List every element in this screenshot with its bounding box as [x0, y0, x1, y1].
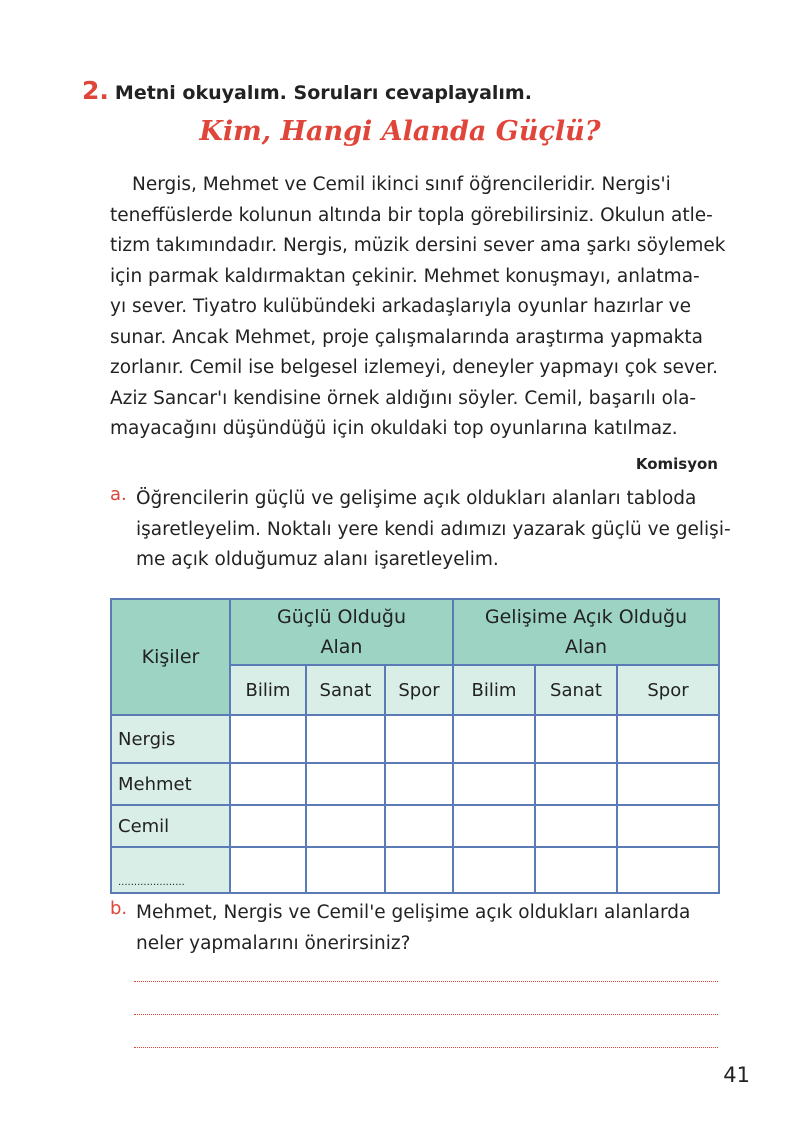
- header-development-line2: Alan: [565, 636, 607, 658]
- checkbox-cell[interactable]: [385, 763, 453, 805]
- row-label-cemil: Cemil: [111, 805, 230, 847]
- passage-line: sunar. Ancak Mehmet, proje çalışmalarında araştırma yapmakta: [110, 326, 703, 348]
- question-instruction: Metni okuyalım. Soruları cevaplayalım.: [114, 82, 532, 104]
- row-label-nergis: Nergis: [111, 715, 230, 763]
- question-number: 2.: [82, 76, 109, 105]
- checkbox-cell[interactable]: [535, 805, 617, 847]
- item-a-line: me açık olduğumuz alanı işaretleyelim.: [136, 549, 499, 570]
- passage-line: mayacağını düşündüğü için okuldaki top oyunlarına katılmaz.: [110, 418, 678, 439]
- row-label-own-name[interactable]: .....................: [111, 847, 230, 893]
- item-b-line: neler yapmalarını önerirsiniz?: [136, 932, 411, 954]
- subheader-art: Sanat: [535, 665, 617, 715]
- subheader-sport: Spor: [385, 665, 453, 715]
- subheader-art: Sanat: [306, 665, 385, 715]
- item-b-letter: b.: [110, 898, 128, 919]
- checkbox-cell[interactable]: [453, 805, 535, 847]
- passage-line: yı sever. Tiyatro kulübündeki arkadaşlarıyla oyunlar hazırlar ve: [110, 296, 691, 317]
- table-row: [111, 847, 719, 893]
- header-people: Kişiler: [111, 599, 230, 715]
- passage-line: Nergis, Mehmet ve Cemil ikinci sınıf öğrencileridir. Nergis'i: [132, 174, 671, 195]
- table-row: [111, 715, 719, 763]
- passage-line: zorlanır. Cemil ise belgesel izlemeyi, deneyler yapmayı çok sever.: [110, 357, 718, 378]
- question-header: [82, 76, 532, 105]
- subheader-science: Bilim: [453, 665, 535, 715]
- checkbox-cell[interactable]: [385, 847, 453, 893]
- passage-line: teneffüslerde kolunun altında bir topla görebilirsiniz. Okulun atle-: [110, 204, 713, 226]
- answer-line[interactable]: [134, 1047, 718, 1048]
- checkbox-cell[interactable]: [617, 847, 719, 893]
- item-a-line: işaretleyelim. Noktalı yere kendi adımızı yazarak güçlü ve gelişi-: [136, 518, 731, 540]
- header-strong-line1: Güçlü Olduğu: [276, 606, 406, 628]
- header-development-area: [453, 599, 719, 665]
- item-a-line: Öğrencilerin güçlü ve gelişime açık oldukları alanları tabloda: [136, 488, 697, 509]
- answer-line[interactable]: [134, 1014, 718, 1015]
- checkbox-cell[interactable]: [230, 715, 306, 763]
- table-row: [111, 763, 719, 805]
- item-b-line: Mehmet, Nergis ve Cemil'e gelişime açık oldukları alanlarda: [136, 902, 691, 923]
- passage-author: Komisyon: [635, 455, 718, 473]
- checkbox-cell[interactable]: [453, 763, 535, 805]
- strengths-table: [110, 598, 720, 894]
- item-a-letter: a.: [110, 484, 127, 505]
- passage-line: Aziz Sancar'ı kendisine örnek aldığını söyler. Cemil, başarılı ola-: [110, 387, 697, 409]
- item-a: [110, 484, 731, 576]
- subheader-science: Bilim: [230, 665, 306, 715]
- checkbox-cell[interactable]: [535, 715, 617, 763]
- checkbox-cell[interactable]: [535, 847, 617, 893]
- passage-title: Kim, Hangi Alanda Güçlü?: [199, 116, 601, 147]
- passage-line: tizm takımındadır. Nergis, müzik dersini sever ama şarkı söylemek: [110, 235, 726, 256]
- checkbox-cell[interactable]: [385, 715, 453, 763]
- answer-line[interactable]: [134, 981, 718, 982]
- checkbox-cell[interactable]: [230, 763, 306, 805]
- table-row: [111, 805, 719, 847]
- checkbox-cell[interactable]: [453, 715, 535, 763]
- checkbox-cell[interactable]: [230, 847, 306, 893]
- checkbox-cell[interactable]: [453, 847, 535, 893]
- checkbox-cell[interactable]: [306, 847, 385, 893]
- passage-text: [110, 170, 726, 445]
- item-b: [110, 898, 690, 959]
- row-label-mehmet: Mehmet: [111, 763, 230, 805]
- header-strong-area: [230, 599, 453, 665]
- header-development-line1: Gelişime Açık Olduğu: [484, 606, 688, 628]
- checkbox-cell[interactable]: [617, 805, 719, 847]
- subheader-sport: Spor: [617, 665, 719, 715]
- checkbox-cell[interactable]: [306, 763, 385, 805]
- checkbox-cell[interactable]: [535, 763, 617, 805]
- checkbox-cell[interactable]: [617, 763, 719, 805]
- checkbox-cell[interactable]: [230, 805, 306, 847]
- checkbox-cell[interactable]: [306, 805, 385, 847]
- header-strong-line2: Alan: [320, 636, 363, 658]
- passage-line: için parmak kaldırmaktan çekinir. Mehmet konuşmayı, anlatma-: [110, 265, 700, 287]
- page-number: 41: [723, 1063, 750, 1087]
- checkbox-cell[interactable]: [306, 715, 385, 763]
- checkbox-cell[interactable]: [385, 805, 453, 847]
- checkbox-cell[interactable]: [617, 715, 719, 763]
